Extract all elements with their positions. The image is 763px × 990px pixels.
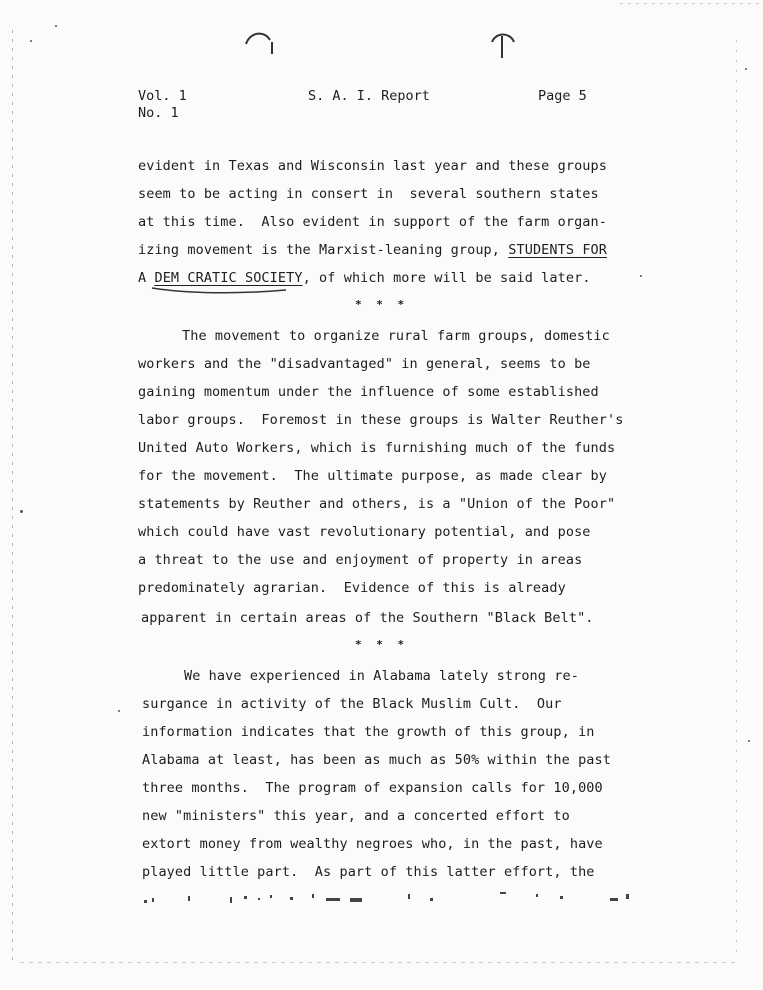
volume-label: Vol. 1 [138, 88, 187, 104]
scan-speck [745, 68, 747, 70]
text-line: We have experienced in Alabama lately strong re- [184, 668, 579, 684]
scan-speck [20, 510, 23, 513]
text-line: a threat to the use and enjoyment of property in areas [138, 552, 583, 568]
scan-speck [640, 275, 642, 277]
handwritten-underline [150, 284, 290, 296]
text-fragment: , of which more will be said later. [302, 270, 591, 286]
page-number: Page 5 [538, 88, 587, 104]
scan-speck [55, 25, 57, 27]
scan-edge-right [736, 40, 737, 960]
scan-edge-left [12, 30, 13, 960]
text-line [138, 242, 607, 259]
text-line: new "ministers" this year, and a concerted effort to [142, 808, 570, 824]
text-line: The movement to organize rural farm groups, domestic [182, 328, 610, 344]
report-title: S. A. I. Report [308, 88, 430, 104]
scan-edge-bottom [20, 962, 740, 963]
text-line: information indicates that the growth of this group, in [142, 724, 595, 740]
text-line: evident in Texas and Wisconsin last year and these groups [138, 158, 607, 174]
text-line: statements by Reuther and others, is a "Union of the Poor" [138, 496, 616, 512]
punch-hole-mark-right [486, 28, 522, 68]
text-line: gaining momentum under the influence of some established [138, 384, 599, 400]
text-line: at this time. Also evident in support of the farm organ- [138, 214, 607, 230]
underlined-org-name: DEM CRATIC SOCIETY [154, 270, 303, 286]
text-line: United Auto Workers, which is furnishing much of the funds [138, 440, 616, 456]
underlined-org-name: STUDENTS FOR [508, 242, 607, 258]
text-line: which could have vast revolutionary potential, and pose [138, 524, 591, 540]
text-line: seem to be acting in consert in several southern states [138, 186, 599, 202]
scan-speck [30, 40, 32, 42]
text-line: extort money from wealthy negroes who, in the past, have [142, 836, 603, 852]
scan-speck [748, 740, 750, 742]
text-line: surgance in activity of the Black Muslim Cult. Our [142, 696, 562, 712]
illegible-cut-off-line [140, 888, 640, 910]
section-separator: * * * [355, 638, 409, 651]
scan-speck [118, 710, 120, 712]
text-line: predominately agrarian. Evidence of this is already [138, 580, 566, 596]
text-line: for the movement. The ultimate purpose, as made clear by [138, 468, 607, 484]
number-label: No. 1 [138, 105, 179, 121]
text-fragment: izing movement is the Marxist-leaning group, [138, 242, 501, 258]
section-separator: * * * [355, 298, 409, 311]
text-line: played little part. As part of this latter effort, the [142, 864, 595, 880]
text-line: apparent in certain areas of the Southern "Black Belt". [141, 610, 594, 626]
scan-edge-top [620, 3, 760, 4]
punch-hole-mark-left [242, 28, 282, 64]
text-line: workers and the "disadvantaged" in general, seems to be [138, 356, 591, 372]
text-line: Alabama at least, has been as much as 50% within the past [142, 752, 611, 768]
text-fragment: A [138, 270, 147, 286]
text-line: three months. The program of expansion calls for 10,000 [142, 780, 603, 796]
text-line: labor groups. Foremost in these groups is Walter Reuther's [138, 412, 624, 428]
